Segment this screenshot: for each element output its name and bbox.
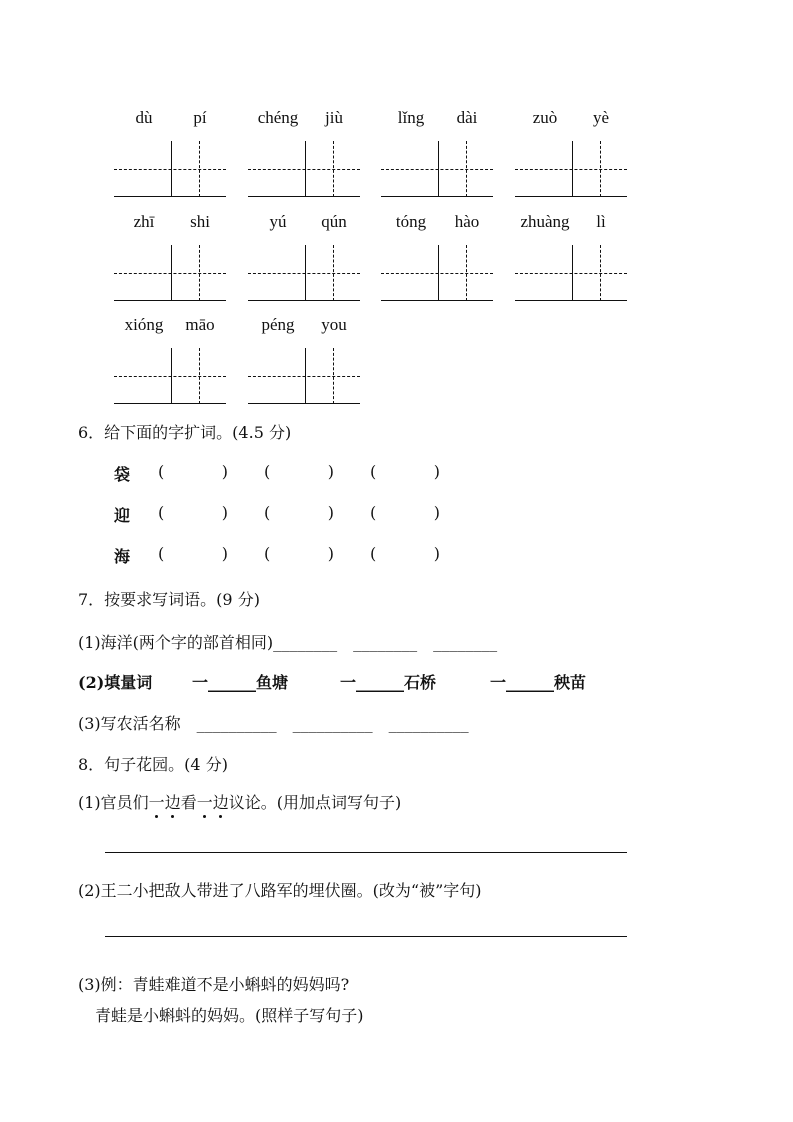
question-7-item-1: (1)海洋(两个字的部首相同)________ ________ ________ (78, 633, 498, 652)
solid-divider (438, 245, 439, 301)
pinyin-label: lì (596, 212, 606, 231)
solid-divider (305, 245, 306, 301)
baseline (114, 196, 226, 197)
solid-divider (305, 141, 306, 197)
dashed-guide (114, 273, 226, 274)
dashed-guide (248, 169, 360, 170)
dashed-guide (381, 169, 493, 170)
dashed-guide (199, 348, 200, 404)
open-paren: ( (264, 462, 271, 481)
pinyin-label: yè (592, 108, 610, 127)
writing-grid-cell[interactable] (381, 245, 493, 301)
pinyin-label: lǐng (397, 108, 425, 127)
pinyin-label: dài (456, 108, 478, 127)
solid-divider (438, 141, 439, 197)
close-paren: ) (433, 503, 440, 522)
open-paren: ( (370, 503, 377, 522)
baseline (515, 300, 627, 301)
close-paren: ) (433, 462, 440, 481)
pinyin-label: yú (269, 212, 287, 231)
open-paren: ( (370, 544, 377, 563)
writing-grid-cell[interactable] (114, 348, 226, 404)
dashed-guide (248, 273, 360, 274)
question-8-item-2: (2)王二小把敌人带进了八路军的埋伏圈。(改为“被”字句) (78, 881, 482, 900)
pinyin-label: tóng (395, 212, 427, 231)
pinyin-label: zhī (133, 212, 155, 231)
pinyin-label: dù (135, 108, 153, 127)
dashed-guide (199, 141, 200, 197)
close-paren: ) (327, 544, 334, 563)
dotted-char: 一 (197, 790, 213, 813)
question-6-title: 6．给下面的字扩词。(4.5 分) (78, 423, 292, 442)
text: 议论。(用加点词写句子) (228, 793, 402, 812)
baseline (381, 196, 493, 197)
question-8-item-3-example: 青蛙是小蝌蚪的妈妈。(照样子写句子) (95, 1006, 364, 1025)
question-8-item-3: (3)例：青蛙难道不是小蝌蚪的妈妈吗? (78, 975, 350, 994)
measure-word-blank-1[interactable]: 一______鱼塘 (192, 673, 289, 692)
baseline (114, 300, 226, 301)
pinyin-label: shi (190, 212, 210, 231)
pinyin-label: péng (261, 315, 295, 334)
baseline (114, 403, 226, 404)
expand-char: 袋 (114, 465, 131, 484)
text: (1)官员们 (78, 793, 149, 812)
writing-grid-cell[interactable] (114, 245, 226, 301)
baseline (248, 300, 360, 301)
word-blank[interactable] (158, 503, 228, 522)
baseline (248, 403, 360, 404)
baseline (515, 196, 627, 197)
word-blank[interactable] (264, 544, 334, 563)
open-paren: ( (264, 544, 271, 563)
dotted-char: 边 (165, 790, 181, 813)
writing-grid-cell[interactable] (114, 141, 226, 197)
dashed-guide (466, 245, 467, 301)
baseline (381, 300, 493, 301)
open-paren: ( (370, 462, 377, 481)
dashed-guide (114, 376, 226, 377)
pinyin-label: pí (193, 108, 207, 127)
writing-grid-cell[interactable] (248, 245, 360, 301)
pinyin-label: zuò (532, 108, 558, 127)
solid-divider (171, 348, 172, 404)
word-blank[interactable] (264, 462, 334, 481)
dashed-guide (199, 245, 200, 301)
close-paren: ) (327, 503, 334, 522)
word-blank[interactable] (264, 503, 334, 522)
dashed-guide (600, 245, 601, 301)
dashed-guide (333, 245, 334, 301)
open-paren: ( (158, 503, 165, 522)
close-paren: ) (433, 544, 440, 563)
answer-line-1[interactable] (105, 852, 627, 853)
pinyin-label: hào (454, 212, 480, 231)
question-7-item-3: (3)写农活名称 __________ __________ __________ (78, 714, 469, 733)
dashed-guide (600, 141, 601, 197)
question-7-item-2-label: (2)填量词 (78, 673, 153, 692)
word-blank[interactable] (370, 503, 440, 522)
dotted-char: 边 (213, 790, 229, 813)
close-paren: ) (221, 503, 228, 522)
word-blank[interactable] (370, 544, 440, 563)
writing-grid-cell[interactable] (515, 245, 627, 301)
dashed-guide (114, 169, 226, 170)
word-blank[interactable] (158, 462, 228, 481)
open-paren: ( (158, 462, 165, 481)
measure-word-blank-2[interactable]: 一______石桥 (340, 673, 437, 692)
dashed-guide (381, 273, 493, 274)
solid-divider (171, 141, 172, 197)
baseline (248, 196, 360, 197)
question-8-item-1 (78, 790, 401, 813)
pinyin-label: jiù (325, 108, 343, 127)
word-blank[interactable] (158, 544, 228, 563)
open-paren: ( (158, 544, 165, 563)
word-blank[interactable] (370, 462, 440, 481)
pinyin-label: qún (321, 212, 347, 231)
text: 看 (180, 793, 197, 812)
solid-divider (171, 245, 172, 301)
pinyin-label: chéng (257, 108, 299, 127)
pinyin-label: zhuàng (520, 212, 570, 231)
question-8-title: 8．句子花园。(4 分) (78, 755, 228, 774)
close-paren: ) (221, 462, 228, 481)
writing-grid-cell[interactable] (515, 141, 627, 197)
open-paren: ( (264, 503, 271, 522)
dashed-guide (515, 169, 627, 170)
pinyin-label: you (321, 315, 347, 334)
expand-char: 迎 (114, 506, 131, 525)
writing-grid-cell[interactable] (248, 348, 360, 404)
answer-line-2[interactable] (105, 936, 627, 937)
dashed-guide (248, 376, 360, 377)
dashed-guide (515, 273, 627, 274)
dashed-guide (333, 348, 334, 404)
dashed-guide (333, 141, 334, 197)
solid-divider (572, 141, 573, 197)
close-paren: ) (327, 462, 334, 481)
dashed-guide (466, 141, 467, 197)
dotted-char: 一 (149, 790, 165, 813)
writing-grid-cell[interactable] (381, 141, 493, 197)
measure-word-blank-3[interactable]: 一______秧苗 (490, 673, 587, 692)
pinyin-label: xióng (124, 315, 164, 334)
pinyin-label: māo (185, 315, 215, 334)
expand-char: 海 (114, 547, 131, 566)
question-7-title: 7．按要求写词语。(9 分) (78, 590, 260, 609)
writing-grid-cell[interactable] (248, 141, 360, 197)
solid-divider (305, 348, 306, 404)
close-paren: ) (221, 544, 228, 563)
solid-divider (572, 245, 573, 301)
